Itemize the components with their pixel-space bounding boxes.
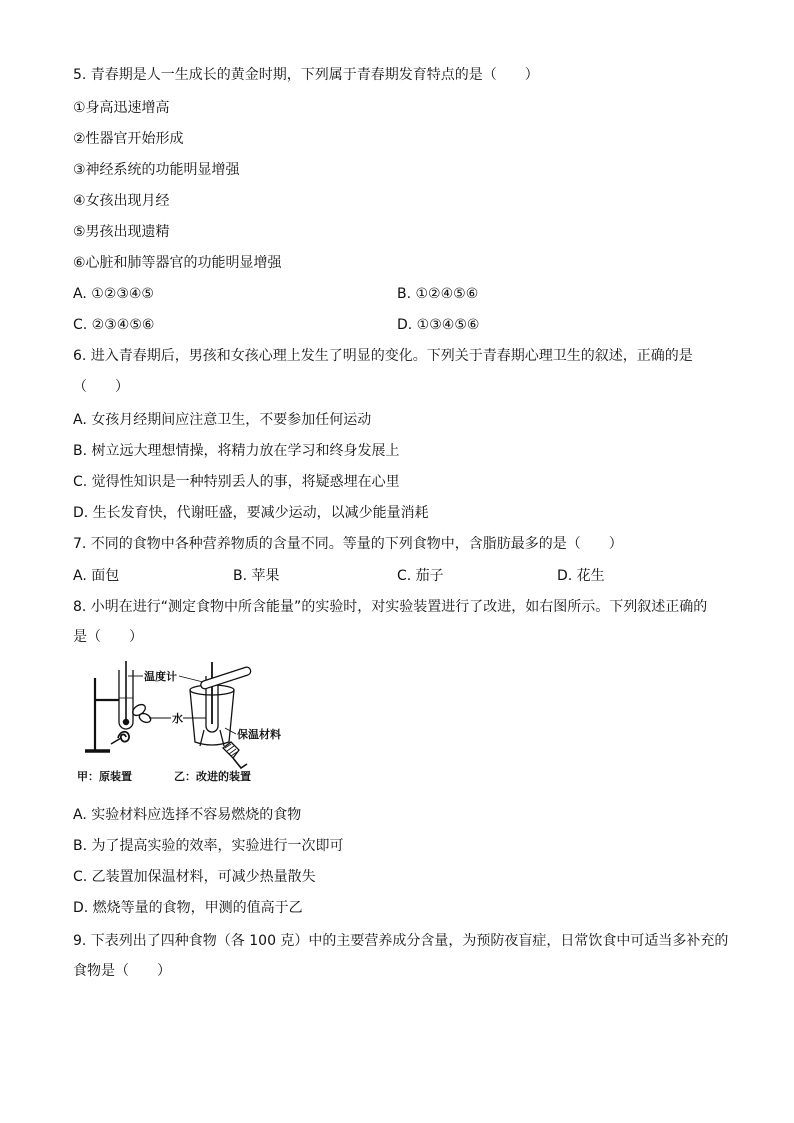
q7-option-c: C. 茄子 xyxy=(397,568,444,584)
q5-item-6: ⑥心脏和肺等器官的功能明显增强 xyxy=(73,255,282,271)
q5-option-a: A. ①②③④⑤ xyxy=(73,286,154,302)
q5-item-4: ④女孩出现月经 xyxy=(73,193,170,209)
q8-option-b: B. 为了提高实验的效率，实验进行一次即可 xyxy=(73,838,344,854)
q5-item-5: ⑤男孩出现遗精 xyxy=(73,224,170,240)
q7-option-d: D. 花生 xyxy=(557,568,605,584)
original-apparatus xyxy=(85,661,152,751)
q6-stem-line-2: （ ） xyxy=(73,379,129,395)
caption-original-apparatus: 甲：原装置 xyxy=(77,770,132,783)
caption-improved-apparatus: 乙：改进的装置 xyxy=(174,770,251,783)
q8-stem-line-2: 是（ ） xyxy=(73,629,143,645)
q5-item-2: ②性器官开始形成 xyxy=(73,131,184,147)
q5-option-c: C. ②③④⑤⑥ xyxy=(73,317,155,333)
q5-item-3: ③神经系统的功能明显增强 xyxy=(73,162,240,178)
q9-stem-line-1: 9. 下表列出了四种食物（各 100 克）中的主要营养成分含量，为预防夜盲症，日常饮食中可适当多补充的 xyxy=(73,933,729,949)
q6-option-d: D. 生长发育快，代谢旺盛，要减少运动，以减少能量消耗 xyxy=(73,505,429,521)
q8-stem-line-1: 8. 小明在进行“测定食物中所含能量”的实验时，对实验装置进行了改进，如右图所示。下列叙述正确的 xyxy=(73,599,708,615)
q6-option-b: B. 树立远大理想情操，将精力放在学习和终身发展上 xyxy=(73,443,400,459)
q8-option-d: D. 燃烧等量的食物，甲测的值高于乙 xyxy=(73,900,303,916)
food-needle xyxy=(111,738,121,744)
q6-stem-line-1: 6. 进入青春期后，男孩和女孩心理上发生了明显的变化。下列关于青春期心理卫生的叙述，正确的是 xyxy=(73,348,693,364)
q5-stem: 5. 青春期是人一生成长的黄金时期，下列属于青春期发育特点的是（ ） xyxy=(73,67,539,83)
thermometer-leader-right xyxy=(179,676,203,682)
q7-option-b: B. 苹果 xyxy=(233,568,280,584)
experiment-figure xyxy=(73,658,288,788)
q5-item-1: ①身高迅速增高 xyxy=(73,100,170,116)
q9-stem-line-2: 食物是（ ） xyxy=(73,963,171,979)
q8-option-c: C. 乙装置加保温材料，可减少热量散失 xyxy=(73,869,316,885)
improved-apparatus xyxy=(190,662,252,768)
q5-option-d: D. ①③④⑤⑥ xyxy=(397,317,480,333)
q6-option-a: A. 女孩月经期间应注意卫生，不要参加任何运动 xyxy=(73,412,372,428)
water-label: 水 xyxy=(172,712,183,725)
q8-option-a: A. 实验材料应选择不容易燃烧的食物 xyxy=(73,807,302,823)
q7-stem: 7. 不同的食物中各种营养物质的含量不同。等量的下列食物中，含脂肪最多的是（ ） xyxy=(73,536,623,552)
q5-option-b: B. ①②④⑤⑥ xyxy=(397,286,479,302)
thermometer-label: 温度计 xyxy=(144,670,177,683)
q7-option-a: A. 面包 xyxy=(73,568,120,584)
food-holder xyxy=(233,758,247,768)
insulation-label: 保温材料 xyxy=(237,728,281,741)
q6-option-c: C. 觉得性知识是一种特别丢人的事，将疑惑埋在心里 xyxy=(73,474,400,490)
burning-food-icon xyxy=(118,732,129,742)
thermometer-bulb xyxy=(123,719,128,724)
